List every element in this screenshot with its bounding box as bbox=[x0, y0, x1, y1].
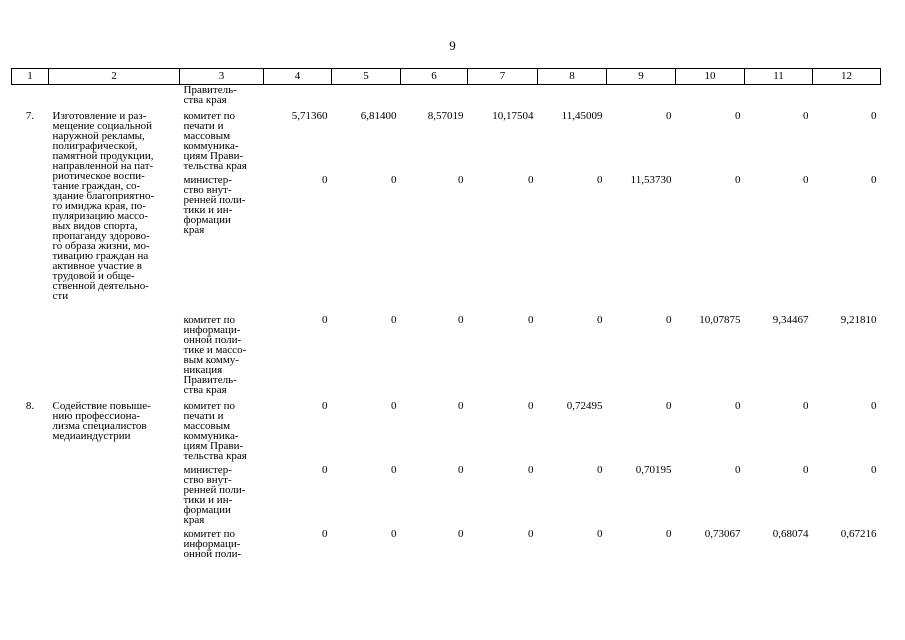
value-cell: 5,71360 bbox=[291, 110, 328, 122]
column-header: 8 bbox=[538, 69, 607, 85]
value-cell: 0 bbox=[803, 110, 809, 122]
value-cell: 0 bbox=[528, 314, 534, 326]
value-cell: 0 bbox=[871, 400, 877, 412]
measure-name: Изготовление и раз- мещение социальной наружной рекламы, полиграфической, памятной продукции, направленной на пат- риотическое воспи- тание граждан, со- здание благоприятно- го имиджа края, по- пуляризацию массо- вых видов спорта, пропаганду здорово- го образа жизни, мо- тивацию граждан на активное участие в трудовой и обще- ственной деятельно- сти bbox=[52, 110, 155, 302]
value-cell: 0 bbox=[735, 400, 741, 412]
value-cell: 0,70195 bbox=[635, 464, 672, 476]
value-cell: 0 bbox=[528, 464, 534, 476]
value-cell: 0 bbox=[391, 174, 397, 186]
value-cell: 0 bbox=[666, 110, 672, 122]
executor-cell: комитет по печати и массовым коммуника- циям Прави- тельства края bbox=[183, 400, 247, 462]
column-header: 1 bbox=[12, 69, 49, 85]
measure-name: Содействие повыше- нию профессиона- лизма специалистов медиаиндустрии bbox=[52, 400, 151, 442]
item-number: 8. bbox=[25, 400, 35, 412]
executor-cell: комитет по печати и массовым коммуника- циям Прави- тельства края bbox=[183, 110, 247, 172]
value-cell: 0 bbox=[322, 174, 328, 186]
executor-cell: комитет по информаци- онной поли- тике и массо- вым комму- никация Правитель- ства края bbox=[183, 314, 247, 396]
column-header: 10 bbox=[676, 69, 745, 85]
column-header: 12 bbox=[813, 69, 881, 85]
column-header: 6 bbox=[401, 69, 468, 85]
table-row bbox=[12, 465, 881, 529]
value-cell: 0,73067 bbox=[704, 528, 741, 540]
value-cell: 6,81400 bbox=[360, 110, 397, 122]
value-cell: 0,68074 bbox=[772, 528, 809, 540]
value-cell: 9,34467 bbox=[772, 314, 809, 326]
value-cell: 0 bbox=[803, 400, 809, 412]
value-cell: 0 bbox=[391, 314, 397, 326]
value-cell: 0 bbox=[322, 314, 328, 326]
value-cell: 0,67216 bbox=[840, 528, 877, 540]
column-header: 5 bbox=[332, 69, 401, 85]
table-row bbox=[12, 401, 881, 465]
value-cell: 0 bbox=[871, 464, 877, 476]
value-cell: 0 bbox=[597, 174, 603, 186]
value-cell: 0 bbox=[735, 174, 741, 186]
table-row bbox=[12, 529, 881, 563]
value-cell: 0 bbox=[458, 400, 464, 412]
executor-cell: комитет по информаци- онной поли- bbox=[183, 528, 242, 560]
item-number: 7. bbox=[25, 110, 35, 122]
executor-cell: министер- ство внут- ренней поли- тики и ин- формации края bbox=[183, 174, 246, 236]
value-cell: 0 bbox=[666, 400, 672, 412]
value-cell: 0 bbox=[528, 528, 534, 540]
value-cell: 0 bbox=[458, 174, 464, 186]
carryover-executor: Правитель- ства края bbox=[183, 84, 237, 106]
value-cell: 0,72495 bbox=[566, 400, 603, 412]
value-cell: 0 bbox=[871, 174, 877, 186]
executor-cell: министер- ство внут- ренней поли- тики и ин- формации края bbox=[183, 464, 246, 526]
value-cell: 10,07875 bbox=[699, 314, 741, 326]
value-cell: 0 bbox=[735, 464, 741, 476]
value-cell: 0 bbox=[803, 464, 809, 476]
value-cell: 8,57019 bbox=[427, 110, 464, 122]
column-header: 3 bbox=[180, 69, 264, 85]
page-number: 9 bbox=[449, 38, 456, 53]
value-cell: 0 bbox=[735, 110, 741, 122]
value-cell: 11,53730 bbox=[630, 174, 672, 186]
column-header: 9 bbox=[607, 69, 676, 85]
value-cell: 0 bbox=[322, 400, 328, 412]
header-row bbox=[12, 69, 881, 85]
column-header: 2 bbox=[49, 69, 180, 85]
table-row bbox=[12, 111, 881, 175]
carryover-row bbox=[12, 85, 881, 112]
value-cell: 0 bbox=[458, 464, 464, 476]
value-cell: 0 bbox=[597, 314, 603, 326]
value-cell: 11,45009 bbox=[561, 110, 603, 122]
value-cell: 0 bbox=[666, 528, 672, 540]
value-cell: 0 bbox=[528, 400, 534, 412]
value-cell: 0 bbox=[597, 528, 603, 540]
value-cell: 0 bbox=[391, 464, 397, 476]
value-cell: 0 bbox=[666, 314, 672, 326]
value-cell: 0 bbox=[391, 528, 397, 540]
value-cell: 0 bbox=[458, 528, 464, 540]
column-header: 4 bbox=[264, 69, 332, 85]
value-cell: 0 bbox=[803, 174, 809, 186]
column-header: 11 bbox=[745, 69, 813, 85]
value-cell: 0 bbox=[322, 528, 328, 540]
value-cell: 0 bbox=[458, 314, 464, 326]
value-cell: 10,17504 bbox=[492, 110, 534, 122]
budget-table bbox=[11, 68, 881, 563]
column-header: 7 bbox=[468, 69, 538, 85]
value-cell: 0 bbox=[597, 464, 603, 476]
value-cell: 0 bbox=[871, 110, 877, 122]
table-row bbox=[12, 315, 881, 401]
value-cell: 0 bbox=[528, 174, 534, 186]
value-cell: 0 bbox=[322, 464, 328, 476]
value-cell: 9,21810 bbox=[840, 314, 877, 326]
value-cell: 0 bbox=[391, 400, 397, 412]
